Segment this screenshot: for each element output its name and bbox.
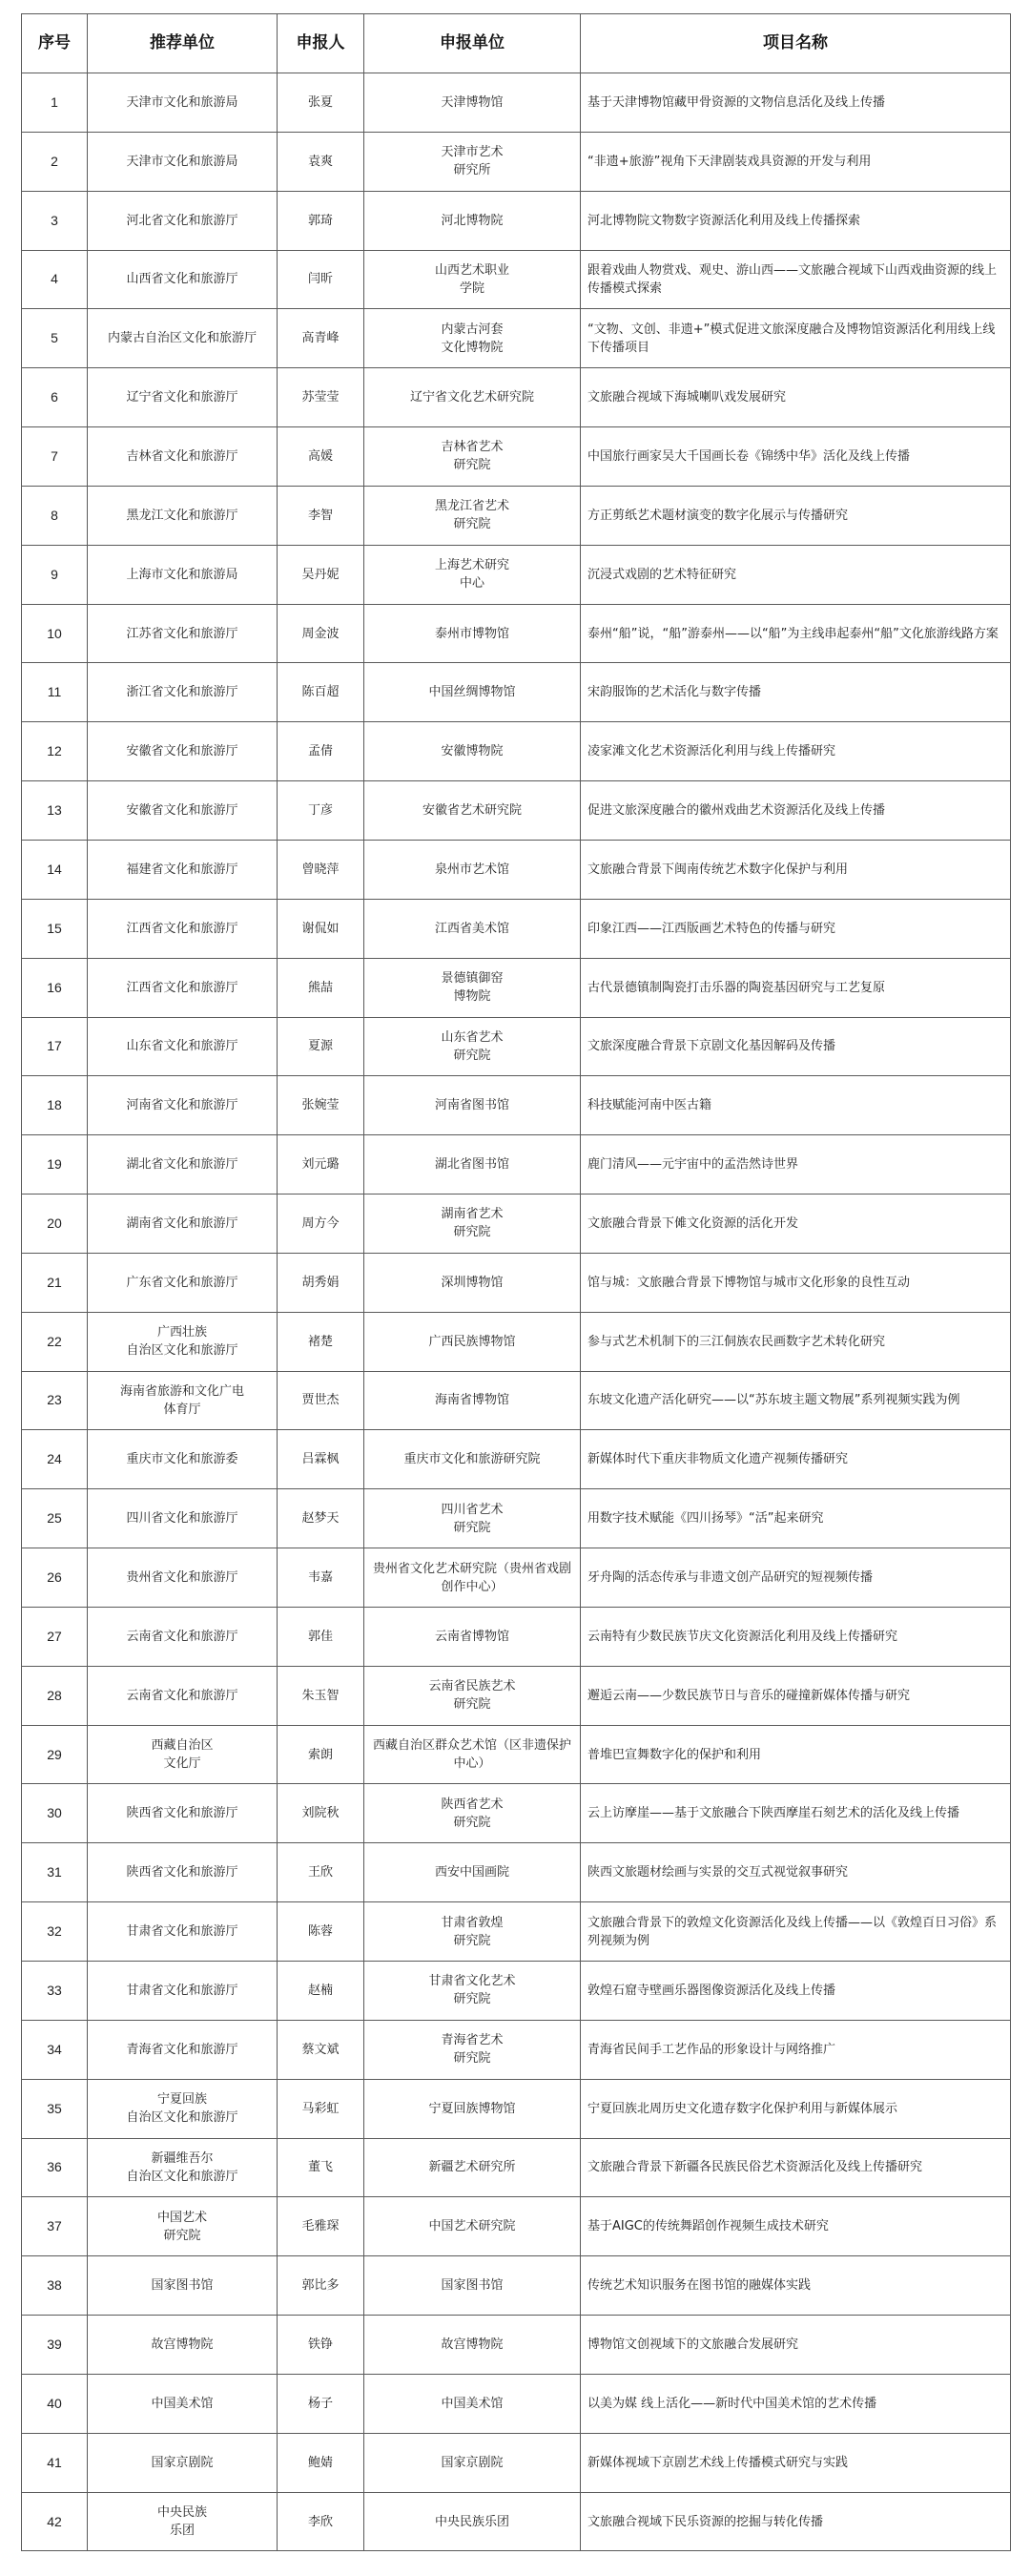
header-index: 序号 bbox=[22, 14, 88, 73]
cell-applicant-unit: 国家图书馆 bbox=[364, 2256, 581, 2316]
cell-applicant: 周方今 bbox=[278, 1195, 364, 1254]
cell-project-name: 跟着戏曲人物赏戏、观史、游山西——文旅融合视域下山西戏曲资源的线上传播模式探索 bbox=[581, 250, 1011, 309]
cell-project-name: 博物馆文创视域下的文旅融合发展研究 bbox=[581, 2316, 1011, 2375]
cell-index: 33 bbox=[22, 1962, 88, 2021]
cell-applicant-unit: 景德镇御窑 博物院 bbox=[364, 958, 581, 1017]
cell-applicant-unit: 新疆艺术研究所 bbox=[364, 2138, 581, 2197]
cell-index: 16 bbox=[22, 958, 88, 1017]
cell-project-name: 参与式艺术机制下的三江侗族农民画数字艺术转化研究 bbox=[581, 1312, 1011, 1371]
cell-applicant: 丁彦 bbox=[278, 781, 364, 841]
cell-applicant-unit: 安徽省艺术研究院 bbox=[364, 781, 581, 841]
cell-recommender: 甘肃省文化和旅游厅 bbox=[88, 1902, 278, 1962]
cell-applicant: 吴丹妮 bbox=[278, 545, 364, 604]
cell-recommender: 安徽省文化和旅游厅 bbox=[88, 722, 278, 781]
cell-recommender: 宁夏回族 自治区文化和旅游厅 bbox=[88, 2079, 278, 2138]
table-row bbox=[22, 1548, 1011, 1608]
cell-project-name: 用数字技术赋能《四川扬琴》“活”起来研究 bbox=[581, 1489, 1011, 1548]
cell-applicant: 胡秀娟 bbox=[278, 1253, 364, 1312]
cell-recommender: 福建省文化和旅游厅 bbox=[88, 840, 278, 899]
table-row bbox=[22, 2138, 1011, 2197]
cell-applicant-unit: 天津市艺术 研究所 bbox=[364, 132, 581, 191]
cell-recommender: 黑龙江文化和旅游厅 bbox=[88, 486, 278, 545]
cell-project-name: 陕西文旅题材绘画与实景的交互式视觉叙事研究 bbox=[581, 1843, 1011, 1902]
cell-index: 18 bbox=[22, 1076, 88, 1135]
cell-recommender: 天津市文化和旅游局 bbox=[88, 73, 278, 133]
cell-recommender: 上海市文化和旅游局 bbox=[88, 545, 278, 604]
cell-applicant: 朱玉智 bbox=[278, 1666, 364, 1725]
cell-index: 36 bbox=[22, 2138, 88, 2197]
cell-project-name: 青海省民间手工艺作品的形象设计与网络推广 bbox=[581, 2020, 1011, 2079]
cell-index: 5 bbox=[22, 309, 88, 368]
project-table bbox=[21, 13, 1011, 2551]
cell-recommender: 辽宁省文化和旅游厅 bbox=[88, 368, 278, 427]
table-row bbox=[22, 1430, 1011, 1489]
cell-applicant-unit: 中国美术馆 bbox=[364, 2374, 581, 2433]
cell-applicant: 铁铮 bbox=[278, 2316, 364, 2375]
cell-project-name: 以美为媒 线上活化——新时代中国美术馆的艺术传播 bbox=[581, 2374, 1011, 2433]
cell-project-name: 文旅融合背景下的敦煌文化资源活化及线上传播——以《敦煌百日习俗》系列视频为例 bbox=[581, 1902, 1011, 1962]
cell-applicant: 赵楠 bbox=[278, 1962, 364, 2021]
cell-recommender: 江西省文化和旅游厅 bbox=[88, 899, 278, 958]
table-row bbox=[22, 427, 1011, 487]
cell-applicant: 李智 bbox=[278, 486, 364, 545]
header-applicant: 申报人 bbox=[278, 14, 364, 73]
cell-project-name: 基于天津博物馆藏甲骨资源的文物信息活化及线上传播 bbox=[581, 73, 1011, 133]
cell-recommender: 国家图书馆 bbox=[88, 2256, 278, 2316]
cell-applicant: 毛雅琛 bbox=[278, 2197, 364, 2256]
cell-applicant-unit: 甘肃省敦煌 研究院 bbox=[364, 1902, 581, 1962]
cell-index: 25 bbox=[22, 1489, 88, 1548]
cell-applicant: 郭佳 bbox=[278, 1607, 364, 1666]
cell-applicant-unit: 辽宁省文化艺术研究院 bbox=[364, 368, 581, 427]
cell-project-name: 馆与城：文旅融合背景下博物馆与城市文化形象的良性互动 bbox=[581, 1253, 1011, 1312]
cell-applicant-unit: 山东省艺术 研究院 bbox=[364, 1017, 581, 1076]
header-applicant-unit: 申报单位 bbox=[364, 14, 581, 73]
cell-project-name: 泰州“船”说，“船”游泰州——以“船”为主线串起泰州“船”文化旅游线路方案 bbox=[581, 604, 1011, 663]
table-header bbox=[22, 14, 1011, 73]
cell-index: 14 bbox=[22, 840, 88, 899]
table-row bbox=[22, 958, 1011, 1017]
cell-applicant: 鲍婧 bbox=[278, 2433, 364, 2492]
cell-recommender: 江苏省文化和旅游厅 bbox=[88, 604, 278, 663]
cell-project-name: 印象江西——江西版画艺术特色的传播与研究 bbox=[581, 899, 1011, 958]
header-recommender: 推荐单位 bbox=[88, 14, 278, 73]
table-row bbox=[22, 840, 1011, 899]
cell-index: 12 bbox=[22, 722, 88, 781]
cell-project-name: 文旅融合背景下新疆各民族民俗艺术资源活化及线上传播研究 bbox=[581, 2138, 1011, 2197]
cell-index: 31 bbox=[22, 1843, 88, 1902]
cell-recommender: 内蒙古自治区文化和旅游厅 bbox=[88, 309, 278, 368]
cell-recommender: 中国艺术 研究院 bbox=[88, 2197, 278, 2256]
cell-applicant: 蔡文斌 bbox=[278, 2020, 364, 2079]
cell-index: 7 bbox=[22, 427, 88, 487]
cell-applicant-unit: 河北博物院 bbox=[364, 191, 581, 250]
header-project-name: 项目名称 bbox=[581, 14, 1011, 73]
table-row bbox=[22, 899, 1011, 958]
cell-recommender: 四川省文化和旅游厅 bbox=[88, 1489, 278, 1548]
cell-project-name: 宋韵服饰的艺术活化与数字传播 bbox=[581, 663, 1011, 722]
cell-project-name: 宁夏回族北周历史文化遗存数字化保护利用与新媒体展示 bbox=[581, 2079, 1011, 2138]
cell-recommender: 江西省文化和旅游厅 bbox=[88, 958, 278, 1017]
cell-recommender: 中国美术馆 bbox=[88, 2374, 278, 2433]
cell-project-name: 科技赋能河南中医古籍 bbox=[581, 1076, 1011, 1135]
table-row bbox=[22, 1017, 1011, 1076]
cell-index: 20 bbox=[22, 1195, 88, 1254]
cell-index: 19 bbox=[22, 1135, 88, 1195]
cell-index: 29 bbox=[22, 1725, 88, 1784]
cell-index: 26 bbox=[22, 1548, 88, 1608]
cell-applicant-unit: 四川省艺术 研究院 bbox=[364, 1489, 581, 1548]
table-row bbox=[22, 663, 1011, 722]
cell-applicant-unit: 中国艺术研究院 bbox=[364, 2197, 581, 2256]
cell-recommender: 湖南省文化和旅游厅 bbox=[88, 1195, 278, 1254]
cell-project-name: 基于AIGC的传统舞蹈创作视频生成技术研究 bbox=[581, 2197, 1011, 2256]
cell-applicant-unit: 甘肃省文化艺术 研究院 bbox=[364, 1962, 581, 2021]
table-row bbox=[22, 1489, 1011, 1548]
table-row bbox=[22, 2079, 1011, 2138]
cell-applicant: 孟倩 bbox=[278, 722, 364, 781]
cell-index: 42 bbox=[22, 2492, 88, 2551]
cell-recommender: 广西壮族 自治区文化和旅游厅 bbox=[88, 1312, 278, 1371]
table-row bbox=[22, 1371, 1011, 1430]
cell-index: 21 bbox=[22, 1253, 88, 1312]
cell-project-name: “非遗+旅游”视角下天津剧装戏具资源的开发与利用 bbox=[581, 132, 1011, 191]
table-row bbox=[22, 309, 1011, 368]
cell-project-name: 传统艺术知识服务在图书馆的融媒体实践 bbox=[581, 2256, 1011, 2316]
cell-applicant-unit: 泉州市艺术馆 bbox=[364, 840, 581, 899]
cell-recommender: 广东省文化和旅游厅 bbox=[88, 1253, 278, 1312]
cell-project-name: 凌家滩文化艺术资源活化利用与线上传播研究 bbox=[581, 722, 1011, 781]
cell-index: 8 bbox=[22, 486, 88, 545]
project-table-sheet bbox=[21, 13, 1010, 2551]
table-row bbox=[22, 2492, 1011, 2551]
cell-applicant-unit: 重庆市文化和旅游研究院 bbox=[364, 1430, 581, 1489]
table-row bbox=[22, 2020, 1011, 2079]
cell-project-name: 文旅融合视域下民乐资源的挖掘与转化传播 bbox=[581, 2492, 1011, 2551]
cell-applicant: 周金波 bbox=[278, 604, 364, 663]
table-row bbox=[22, 1135, 1011, 1195]
cell-applicant: 王欣 bbox=[278, 1843, 364, 1902]
cell-applicant: 贾世杰 bbox=[278, 1371, 364, 1430]
table-row bbox=[22, 2316, 1011, 2375]
table-row bbox=[22, 545, 1011, 604]
cell-applicant-unit: 中央民族乐团 bbox=[364, 2492, 581, 2551]
cell-applicant: 苏莹莹 bbox=[278, 368, 364, 427]
cell-applicant: 褚楚 bbox=[278, 1312, 364, 1371]
cell-applicant-unit: 陕西省艺术 研究院 bbox=[364, 1784, 581, 1843]
table-row bbox=[22, 1312, 1011, 1371]
cell-applicant-unit: 深圳博物馆 bbox=[364, 1253, 581, 1312]
table-row bbox=[22, 722, 1011, 781]
cell-applicant: 张夏 bbox=[278, 73, 364, 133]
cell-index: 34 bbox=[22, 2020, 88, 2079]
cell-recommender: 河南省文化和旅游厅 bbox=[88, 1076, 278, 1135]
cell-index: 23 bbox=[22, 1371, 88, 1430]
cell-project-name: 文旅融合视域下海城喇叭戏发展研究 bbox=[581, 368, 1011, 427]
cell-applicant: 熊喆 bbox=[278, 958, 364, 1017]
cell-project-name: 古代景德镇制陶瓷打击乐器的陶瓷基因研究与工艺复原 bbox=[581, 958, 1011, 1017]
table-row bbox=[22, 132, 1011, 191]
cell-recommender: 山东省文化和旅游厅 bbox=[88, 1017, 278, 1076]
cell-recommender: 陕西省文化和旅游厅 bbox=[88, 1784, 278, 1843]
cell-applicant: 谢侃如 bbox=[278, 899, 364, 958]
cell-project-name: 东坡文化遗产活化研究——以“苏东坡主题文物展”系列视频实践为例 bbox=[581, 1371, 1011, 1430]
cell-recommender: 吉林省文化和旅游厅 bbox=[88, 427, 278, 487]
cell-index: 3 bbox=[22, 191, 88, 250]
cell-project-name: 文旅融合背景下傩文化资源的活化开发 bbox=[581, 1195, 1011, 1254]
table-row bbox=[22, 2433, 1011, 2492]
cell-applicant-unit: 故宫博物院 bbox=[364, 2316, 581, 2375]
header-row bbox=[22, 14, 1011, 73]
cell-applicant: 高青峰 bbox=[278, 309, 364, 368]
cell-applicant-unit: 西藏自治区群众艺术馆（区非遗保护中心） bbox=[364, 1725, 581, 1784]
cell-project-name: 云上访摩崖——基于文旅融合下陕西摩崖石刻艺术的活化及线上传播 bbox=[581, 1784, 1011, 1843]
table-row bbox=[22, 73, 1011, 133]
table-row bbox=[22, 604, 1011, 663]
cell-index: 10 bbox=[22, 604, 88, 663]
cell-index: 41 bbox=[22, 2433, 88, 2492]
cell-index: 27 bbox=[22, 1607, 88, 1666]
cell-applicant-unit: 国家京剧院 bbox=[364, 2433, 581, 2492]
table-row bbox=[22, 1253, 1011, 1312]
table-row bbox=[22, 2374, 1011, 2433]
cell-index: 37 bbox=[22, 2197, 88, 2256]
cell-recommender: 中央民族 乐团 bbox=[88, 2492, 278, 2551]
cell-project-name: 中国旅行画家吴大千国画长卷《锦绣中华》活化及线上传播 bbox=[581, 427, 1011, 487]
cell-recommender: 新疆维吾尔 自治区文化和旅游厅 bbox=[88, 2138, 278, 2197]
cell-recommender: 安徽省文化和旅游厅 bbox=[88, 781, 278, 841]
cell-applicant-unit: 西安中国画院 bbox=[364, 1843, 581, 1902]
cell-project-name: 沉浸式戏剧的艺术特征研究 bbox=[581, 545, 1011, 604]
cell-recommender: 云南省文化和旅游厅 bbox=[88, 1607, 278, 1666]
cell-project-name: 邂逅云南——少数民族节日与音乐的碰撞新媒体传播与研究 bbox=[581, 1666, 1011, 1725]
cell-recommender: 贵州省文化和旅游厅 bbox=[88, 1548, 278, 1608]
cell-recommender: 青海省文化和旅游厅 bbox=[88, 2020, 278, 2079]
cell-recommender: 湖北省文化和旅游厅 bbox=[88, 1135, 278, 1195]
table-row bbox=[22, 2256, 1011, 2316]
cell-project-name: 促进文旅深度融合的徽州戏曲艺术资源活化及线上传播 bbox=[581, 781, 1011, 841]
table-body bbox=[22, 73, 1011, 2551]
cell-recommender: 海南省旅游和文化广电 体育厅 bbox=[88, 1371, 278, 1430]
cell-applicant-unit: 海南省博物馆 bbox=[364, 1371, 581, 1430]
cell-project-name: 牙舟陶的活态传承与非遗文创产品研究的短视频传播 bbox=[581, 1548, 1011, 1608]
cell-applicant: 闫昕 bbox=[278, 250, 364, 309]
cell-index: 6 bbox=[22, 368, 88, 427]
cell-applicant: 吕霖枫 bbox=[278, 1430, 364, 1489]
cell-applicant: 索朗 bbox=[278, 1725, 364, 1784]
cell-applicant-unit: 宁夏回族博物馆 bbox=[364, 2079, 581, 2138]
table-row bbox=[22, 1784, 1011, 1843]
cell-recommender: 重庆市文化和旅游委 bbox=[88, 1430, 278, 1489]
cell-applicant-unit: 安徽博物院 bbox=[364, 722, 581, 781]
cell-applicant-unit: 贵州省文化艺术研究院（贵州省戏剧创作中心） bbox=[364, 1548, 581, 1608]
cell-recommender: 天津市文化和旅游局 bbox=[88, 132, 278, 191]
cell-applicant-unit: 山西艺术职业 学院 bbox=[364, 250, 581, 309]
cell-applicant-unit: 天津博物馆 bbox=[364, 73, 581, 133]
cell-index: 11 bbox=[22, 663, 88, 722]
cell-project-name: “文物、文创、非遗+”模式促进文旅深度融合及博物馆资源活化利用线上线下传播项目 bbox=[581, 309, 1011, 368]
cell-project-name: 河北博物院文物数字资源活化利用及线上传播探索 bbox=[581, 191, 1011, 250]
cell-applicant-unit: 内蒙古河套 文化博物院 bbox=[364, 309, 581, 368]
cell-index: 40 bbox=[22, 2374, 88, 2433]
table-row bbox=[22, 781, 1011, 841]
cell-applicant-unit: 中国丝绸博物馆 bbox=[364, 663, 581, 722]
cell-applicant-unit: 湖南省艺术 研究院 bbox=[364, 1195, 581, 1254]
cell-project-name: 新媒体时代下重庆非物质文化遗产视频传播研究 bbox=[581, 1430, 1011, 1489]
cell-index: 30 bbox=[22, 1784, 88, 1843]
cell-index: 24 bbox=[22, 1430, 88, 1489]
cell-applicant: 马彩虹 bbox=[278, 2079, 364, 2138]
table-row bbox=[22, 1666, 1011, 1725]
cell-project-name: 文旅融合背景下闽南传统艺术数字化保护与利用 bbox=[581, 840, 1011, 899]
cell-project-name: 鹿门清风——元宇宙中的孟浩然诗世界 bbox=[581, 1135, 1011, 1195]
cell-applicant: 董飞 bbox=[278, 2138, 364, 2197]
cell-recommender: 河北省文化和旅游厅 bbox=[88, 191, 278, 250]
table-row bbox=[22, 1843, 1011, 1902]
cell-index: 9 bbox=[22, 545, 88, 604]
cell-recommender: 云南省文化和旅游厅 bbox=[88, 1666, 278, 1725]
cell-recommender: 故宫博物院 bbox=[88, 2316, 278, 2375]
cell-index: 35 bbox=[22, 2079, 88, 2138]
cell-index: 38 bbox=[22, 2256, 88, 2316]
table-row bbox=[22, 250, 1011, 309]
table-row bbox=[22, 1902, 1011, 1962]
cell-project-name: 敦煌石窟寺壁画乐器图像资源活化及线上传播 bbox=[581, 1962, 1011, 2021]
cell-applicant-unit: 江西省美术馆 bbox=[364, 899, 581, 958]
cell-applicant: 郭比多 bbox=[278, 2256, 364, 2316]
cell-applicant: 郭琦 bbox=[278, 191, 364, 250]
cell-project-name: 文旅深度融合背景下京剧文化基因解码及传播 bbox=[581, 1017, 1011, 1076]
cell-index: 39 bbox=[22, 2316, 88, 2375]
cell-recommender: 陕西省文化和旅游厅 bbox=[88, 1843, 278, 1902]
cell-project-name: 新媒体视域下京剧艺术线上传播模式研究与实践 bbox=[581, 2433, 1011, 2492]
cell-applicant-unit: 河南省图书馆 bbox=[364, 1076, 581, 1135]
cell-index: 2 bbox=[22, 132, 88, 191]
cell-index: 1 bbox=[22, 73, 88, 133]
cell-applicant-unit: 云南省民族艺术 研究院 bbox=[364, 1666, 581, 1725]
cell-index: 15 bbox=[22, 899, 88, 958]
cell-applicant: 韦嘉 bbox=[278, 1548, 364, 1608]
cell-applicant-unit: 上海艺术研究 中心 bbox=[364, 545, 581, 604]
table-row bbox=[22, 2197, 1011, 2256]
cell-applicant: 夏源 bbox=[278, 1017, 364, 1076]
cell-applicant: 高媛 bbox=[278, 427, 364, 487]
cell-applicant: 张婉莹 bbox=[278, 1076, 364, 1135]
cell-applicant: 李欣 bbox=[278, 2492, 364, 2551]
cell-applicant-unit: 吉林省艺术 研究院 bbox=[364, 427, 581, 487]
cell-applicant-unit: 云南省博物馆 bbox=[364, 1607, 581, 1666]
cell-applicant: 刘院秋 bbox=[278, 1784, 364, 1843]
cell-index: 4 bbox=[22, 250, 88, 309]
table-row bbox=[22, 1195, 1011, 1254]
cell-recommender: 甘肃省文化和旅游厅 bbox=[88, 1962, 278, 2021]
cell-applicant: 陈蓉 bbox=[278, 1902, 364, 1962]
cell-recommender: 国家京剧院 bbox=[88, 2433, 278, 2492]
cell-applicant-unit: 青海省艺术 研究院 bbox=[364, 2020, 581, 2079]
cell-recommender: 浙江省文化和旅游厅 bbox=[88, 663, 278, 722]
cell-applicant: 袁爽 bbox=[278, 132, 364, 191]
cell-applicant: 陈百超 bbox=[278, 663, 364, 722]
table-row bbox=[22, 1962, 1011, 2021]
cell-index: 22 bbox=[22, 1312, 88, 1371]
cell-index: 13 bbox=[22, 781, 88, 841]
cell-applicant-unit: 湖北省图书馆 bbox=[364, 1135, 581, 1195]
cell-applicant-unit: 泰州市博物馆 bbox=[364, 604, 581, 663]
table-row bbox=[22, 1725, 1011, 1784]
table-row bbox=[22, 368, 1011, 427]
cell-applicant: 曾晓萍 bbox=[278, 840, 364, 899]
cell-recommender: 西藏自治区 文化厅 bbox=[88, 1725, 278, 1784]
cell-applicant: 刘元璐 bbox=[278, 1135, 364, 1195]
table-row bbox=[22, 191, 1011, 250]
cell-applicant-unit: 广西民族博物馆 bbox=[364, 1312, 581, 1371]
cell-index: 32 bbox=[22, 1902, 88, 1962]
cell-project-name: 方正剪纸艺术题材演变的数字化展示与传播研究 bbox=[581, 486, 1011, 545]
cell-project-name: 云南特有少数民族节庆文化资源活化利用及线上传播研究 bbox=[581, 1607, 1011, 1666]
cell-applicant: 赵梦天 bbox=[278, 1489, 364, 1548]
table-row bbox=[22, 1607, 1011, 1666]
cell-applicant-unit: 黑龙江省艺术 研究院 bbox=[364, 486, 581, 545]
table-row bbox=[22, 1076, 1011, 1135]
cell-recommender: 山西省文化和旅游厅 bbox=[88, 250, 278, 309]
cell-index: 28 bbox=[22, 1666, 88, 1725]
cell-index: 17 bbox=[22, 1017, 88, 1076]
cell-project-name: 普堆巴宣舞数字化的保护和利用 bbox=[581, 1725, 1011, 1784]
cell-applicant: 杨子 bbox=[278, 2374, 364, 2433]
table-row bbox=[22, 486, 1011, 545]
